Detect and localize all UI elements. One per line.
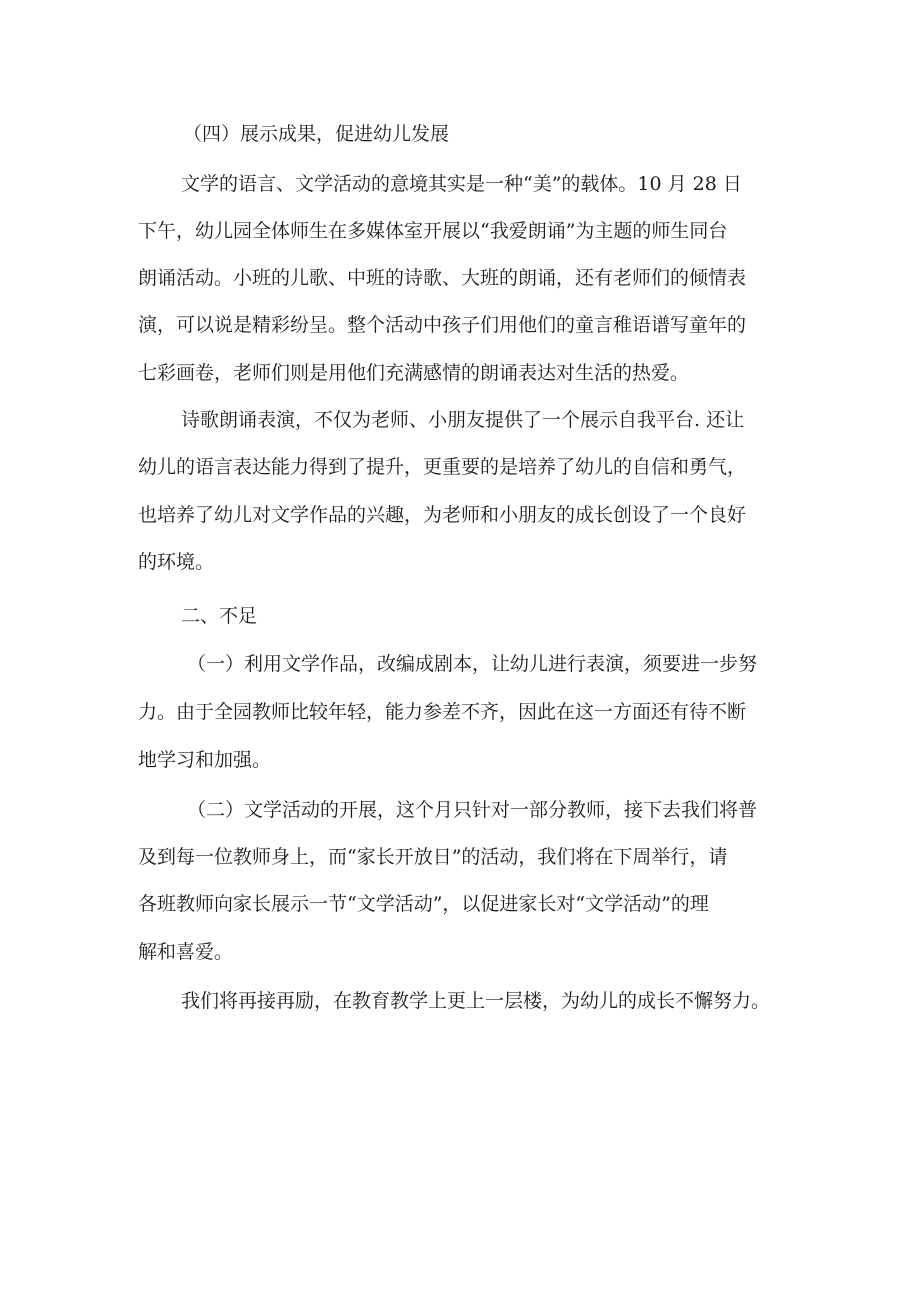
closing-paragraph: 我们将再接再励，在教育教学上更上一层楼，为幼儿的成长不懈努力。 [181, 990, 771, 1012]
paragraph-line: 文学的语言、文学活动的意境其实是一种“美”的载体。10 月 28 日 [181, 173, 742, 195]
paragraph-line: 朗诵活动。小班的儿歌、中班的诗歌、大班的朗诵，还有老师们的倾情表 [138, 267, 747, 289]
paragraph-line: 解和喜爱。 [138, 941, 234, 963]
paragraph-line: 演，可以说是精彩纷呈。整个活动中孩子们用他们的童言稚语谱写童年的 [138, 314, 747, 336]
paragraph-line: 七彩画卷，老师们则是用他们充满感情的朗诵表达对生活的热爱。 [138, 362, 690, 384]
paragraph-line: 下午，幼儿园全体师生在多媒体室开展以“我爱朗诵”为主题的师生同台 [138, 220, 728, 242]
paragraph-line: 力。由于全园教师比较年轻，能力参差不齐，因此在这一方面还有待不断 [138, 701, 747, 723]
paragraph-line: 及到每一位教师身上，而“家长开放日”的活动，我们将在下周举行，请 [138, 846, 728, 868]
section-heading-4: （四）展示成果，促进幼儿发展 [183, 123, 450, 145]
paragraph-line: 的环境。 [138, 551, 215, 573]
paragraph-line: 幼儿的语言表达能力得到了提升，更重要的是培养了幼儿的自信和勇气， [138, 456, 747, 478]
paragraph-line: （一）利用文学作品，改编成剧本，让幼儿进行表演，须要进一步努 [187, 653, 758, 675]
paragraph-line: 诗歌朗诵表演，不仅为老师、小朋友提供了一个展示自我平台. 还让 [181, 409, 745, 431]
paragraph-line: 地学习和加强。 [138, 749, 272, 771]
paragraph-line: 也培养了幼儿对文学作品的兴趣，为老师和小朋友的成长创设了一个良好 [138, 504, 747, 526]
section-heading-shortcomings: 二、不足 [181, 605, 258, 627]
paragraph-line: 各班教师向家长展示一节“文学活动”，以促进家长对“文学活动”的理 [138, 893, 709, 915]
paragraph-line: （二）文学活动的开展，这个月只针对一部分教师，接下去我们将普 [187, 799, 758, 821]
